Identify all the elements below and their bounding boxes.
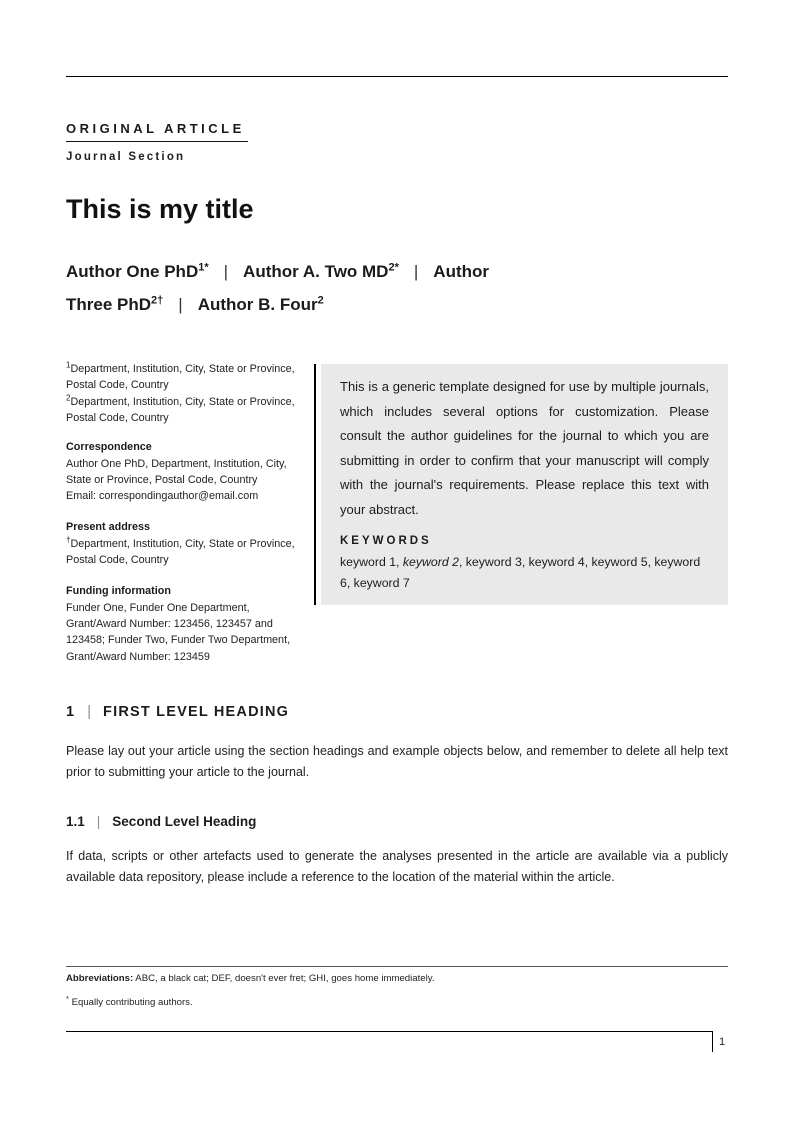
heading-separator: |	[96, 814, 101, 830]
section-heading-1-1	[66, 814, 728, 829]
footer-page-tick	[712, 1031, 713, 1052]
present-address-text	[66, 536, 302, 569]
abbreviations-footnote	[66, 973, 728, 985]
funding-block	[66, 583, 302, 664]
present-address-heading: Present address	[66, 521, 151, 534]
correspondence-heading: Correspondence	[66, 441, 152, 454]
author-affiliation-marker: 2	[317, 294, 324, 307]
affiliation-text: Department, Institution, City, State or Province, Postal Code, Country	[66, 363, 295, 392]
section-title: Second Level Heading	[112, 814, 257, 830]
author-separator: |	[178, 295, 183, 315]
affiliation-marker: 2	[66, 393, 71, 403]
section-1-1-paragraph: If data, scripts or other artefacts used to generate the analyses presented in the article are available via a publicly available data repository, please include a reference to the location of the material within the article.	[66, 849, 728, 885]
abstract-box	[321, 364, 728, 605]
author-name	[66, 262, 209, 281]
affiliation-1	[66, 361, 302, 394]
keywords-text: keyword 1,	[340, 554, 403, 569]
author-affiliation-marker: 1*	[198, 261, 209, 274]
contribution-marker: *	[66, 993, 69, 1003]
abbreviations-label: Abbreviations:	[66, 973, 134, 984]
author-separator: |	[223, 262, 229, 282]
footnote-rule	[66, 966, 728, 967]
section-title: FIRST LEVEL HEADING	[103, 703, 290, 720]
abstract-text: This is a generic template designed for use by multiple journals, which includes several options for customization. Please consult the author guidelines for the journal to which you are submitting in order to confirm that your manuscript will comply with the journal's requirements. Please replace this text with your abstract.	[340, 379, 709, 518]
correspondence-text: Author One PhD, Department, Institution, City, State or Province, Postal Code, Country	[66, 457, 287, 486]
author-name	[198, 295, 324, 314]
correspondence-block	[66, 439, 302, 504]
masthead	[66, 120, 728, 163]
author-name-text: Author Three PhD	[66, 262, 490, 315]
affiliation-text: Department, Institution, City, State or Province, Postal Code, Country	[66, 395, 295, 424]
affiliation-marker: 1	[66, 360, 71, 370]
author-name-text: Author One PhD	[66, 262, 199, 282]
footer-rule	[66, 1031, 712, 1032]
section-1-paragraph: Please lay out your article using the section headings and example objects below, and remember to delete all help text prior to submitting your article to the journal.	[66, 743, 728, 779]
present-address-text-body: Department, Institution, City, State or Province, Postal Code, Country	[66, 537, 295, 567]
author-affiliation-marker: 2†	[151, 294, 164, 307]
page-title: This is my title	[66, 194, 254, 224]
keywords-list	[340, 552, 709, 595]
page-number: 1	[719, 1036, 726, 1048]
section-heading-1	[66, 704, 728, 720]
author-list	[66, 255, 536, 321]
section-number: 1.1	[66, 814, 85, 830]
author-name-text: Author B. Four	[197, 295, 318, 315]
abstract-panel	[314, 364, 728, 605]
author-separator: |	[413, 262, 419, 282]
equal-contribution-footnote	[66, 993, 728, 1009]
keywords-heading: KEYWORDS	[340, 534, 432, 547]
article-type-label: ORIGINAL ARTICLE	[66, 121, 248, 142]
author-name	[243, 262, 399, 281]
abstract-vertical-rule	[314, 364, 316, 605]
present-address-block	[66, 519, 302, 568]
correspondence-email: Email: correspondingauthor@email.com	[66, 490, 259, 503]
affiliation-2	[66, 394, 302, 427]
contribution-text: Equally contributing authors.	[68, 997, 193, 1008]
funding-text: Funder One, Funder One Department, Grant/Award Number: 123456, 123457 and 123458; Funder Two, Funder Two Department, Grant/Award Number: 123459	[66, 601, 291, 663]
abbreviations-text: ABC, a black cat; DEF, doesn't ever fret; GHI, goes home immediately.	[133, 973, 435, 984]
footnote-area	[66, 966, 728, 1009]
heading-separator: |	[87, 703, 92, 720]
present-address-marker: †	[66, 535, 71, 545]
top-rule	[66, 76, 728, 77]
keywords-text: , keyword 3, keyword 4, keyword 5, keyword 6, keyword 7	[340, 554, 701, 591]
article-metadata-column	[66, 361, 302, 665]
journal-section-label: Journal Section	[66, 151, 186, 163]
section-number: 1	[66, 703, 76, 720]
author-affiliation-marker: 2*	[388, 261, 399, 274]
metadata-and-abstract	[66, 361, 728, 665]
author-name-text: Author A. Two MD	[243, 262, 389, 282]
funding-heading: Funding information	[66, 585, 171, 598]
keyword-italic: keyword 2	[402, 554, 459, 569]
